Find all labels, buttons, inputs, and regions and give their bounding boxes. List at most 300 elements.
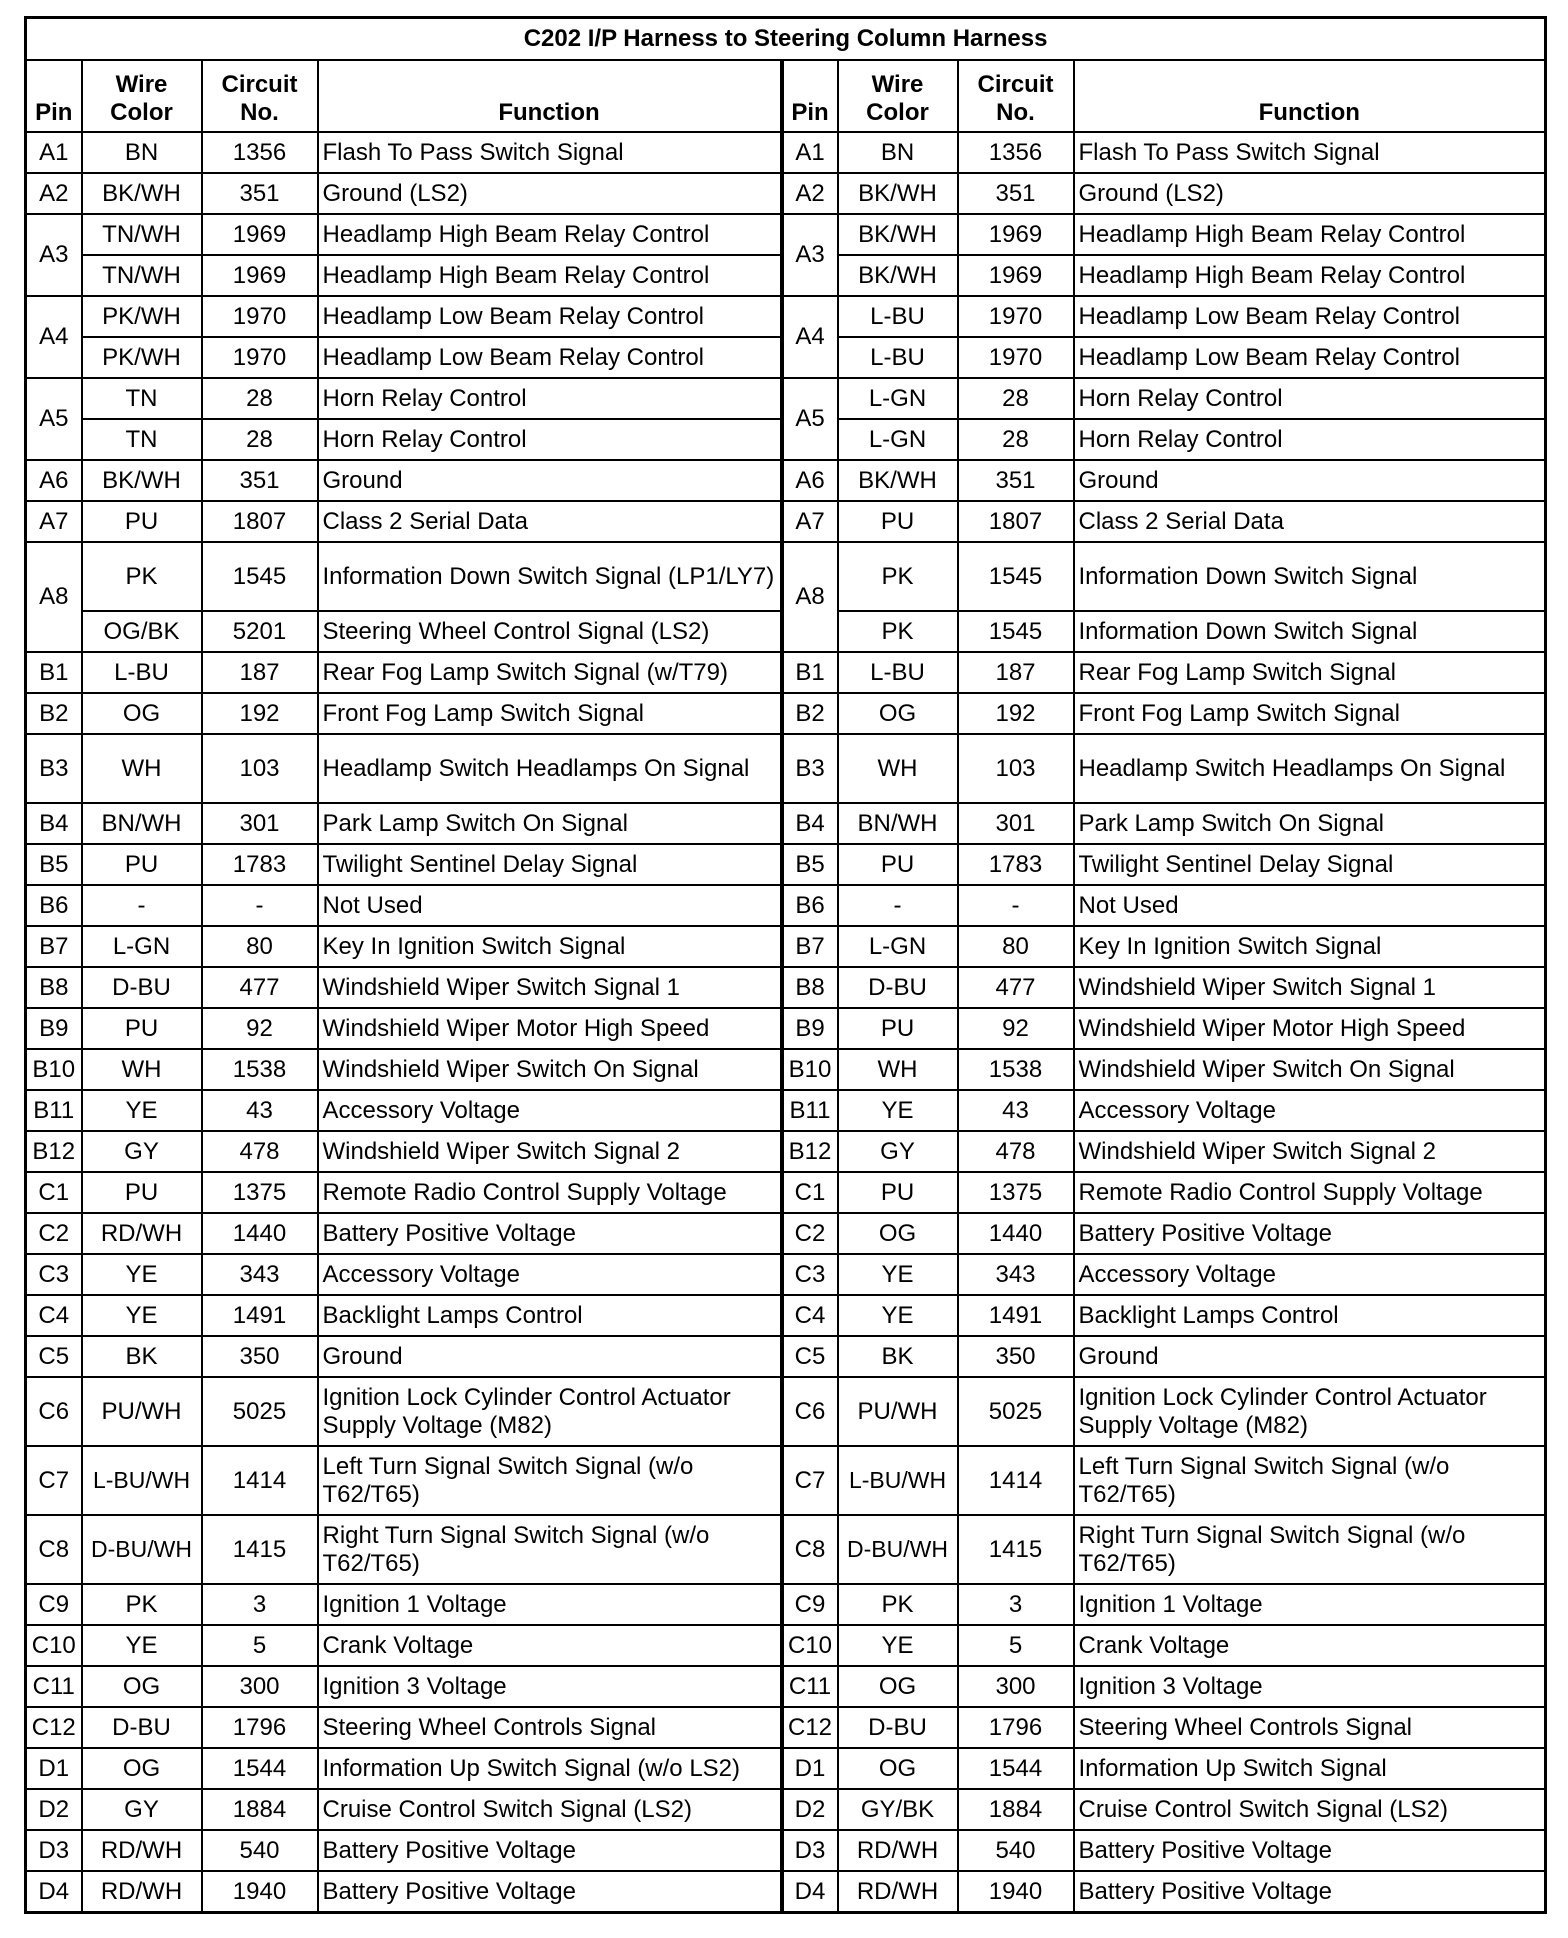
circuit-cell: 351 xyxy=(202,460,318,501)
circuit-cell: 1356 xyxy=(958,132,1074,173)
wire-color-cell: PU/WH xyxy=(82,1377,202,1446)
wire-color-cell: OG xyxy=(838,1666,958,1707)
table-row xyxy=(26,501,1546,542)
function-cell: Battery Positive Voltage xyxy=(318,1213,782,1254)
wire-color-cell: L-BU xyxy=(838,337,958,378)
function-cell: Front Fog Lamp Switch Signal xyxy=(1074,693,1546,734)
table-row xyxy=(26,1090,1546,1131)
function-cell: Battery Positive Voltage xyxy=(1074,1213,1546,1254)
header-function-right: Function xyxy=(1074,60,1546,132)
pin-cell: A1 xyxy=(782,132,838,173)
wire-color-cell: GY xyxy=(82,1131,202,1172)
pin-cell: C5 xyxy=(26,1336,82,1377)
wire-color-cell: PK/WH xyxy=(82,337,202,378)
table-body xyxy=(26,132,1546,1913)
pin-cell: C8 xyxy=(782,1515,838,1584)
pin-cell: A4 xyxy=(782,296,838,378)
function-cell: Ground (LS2) xyxy=(318,173,782,214)
wire-color-cell: YE xyxy=(82,1090,202,1131)
table-row xyxy=(26,1295,1546,1336)
function-cell: Headlamp Low Beam Relay Control xyxy=(1074,296,1546,337)
pin-cell: A7 xyxy=(782,501,838,542)
circuit-cell: 1415 xyxy=(958,1515,1074,1584)
pin-cell: D1 xyxy=(26,1748,82,1789)
function-cell: Battery Positive Voltage xyxy=(1074,1830,1546,1871)
function-cell: Key In Ignition Switch Signal xyxy=(318,926,782,967)
pin-cell: D1 xyxy=(782,1748,838,1789)
function-cell: Remote Radio Control Supply Voltage xyxy=(318,1172,782,1213)
wire-color-cell: OG/BK xyxy=(82,611,202,652)
circuit-cell: 1491 xyxy=(202,1295,318,1336)
pin-cell: A6 xyxy=(26,460,82,501)
circuit-cell: 43 xyxy=(958,1090,1074,1131)
circuit-cell: 80 xyxy=(958,926,1074,967)
pin-cell: B8 xyxy=(782,967,838,1008)
table-row xyxy=(26,1008,1546,1049)
table-row xyxy=(26,1666,1546,1707)
function-cell: Twilight Sentinel Delay Signal xyxy=(1074,844,1546,885)
pin-cell: B10 xyxy=(782,1049,838,1090)
circuit-cell: 1969 xyxy=(958,214,1074,255)
function-cell: Class 2 Serial Data xyxy=(1074,501,1546,542)
function-cell: Steering Wheel Control Signal (LS2) xyxy=(318,611,782,652)
circuit-cell: 1884 xyxy=(958,1789,1074,1830)
pin-cell: A5 xyxy=(782,378,838,460)
pin-cell: B2 xyxy=(26,693,82,734)
pin-cell: C12 xyxy=(782,1707,838,1748)
wire-color-cell: PU xyxy=(82,501,202,542)
pin-cell: B6 xyxy=(26,885,82,926)
pin-cell: C6 xyxy=(782,1377,838,1446)
table-row xyxy=(26,1830,1546,1871)
pin-cell: C10 xyxy=(26,1625,82,1666)
table-row xyxy=(26,1789,1546,1830)
wire-color-cell: L-BU xyxy=(82,652,202,693)
wire-color-cell: L-GN xyxy=(838,378,958,419)
table-title: C202 I/P Harness to Steering Column Harness xyxy=(26,18,1546,61)
wire-color-cell: RD/WH xyxy=(838,1830,958,1871)
circuit-cell: 1884 xyxy=(202,1789,318,1830)
pin-cell: C1 xyxy=(782,1172,838,1213)
function-cell: Not Used xyxy=(318,885,782,926)
function-cell: Accessory Voltage xyxy=(318,1090,782,1131)
function-cell: Backlight Lamps Control xyxy=(318,1295,782,1336)
wire-color-cell: D-BU/WH xyxy=(82,1515,202,1584)
circuit-cell: 28 xyxy=(202,419,318,460)
table-row xyxy=(26,734,1546,803)
pin-cell: C8 xyxy=(26,1515,82,1584)
table-row xyxy=(26,885,1546,926)
function-cell: Headlamp High Beam Relay Control xyxy=(318,214,782,255)
wire-color-cell: BK/WH xyxy=(82,460,202,501)
function-cell: Horn Relay Control xyxy=(318,419,782,460)
circuit-cell: 540 xyxy=(958,1830,1074,1871)
circuit-cell: 28 xyxy=(958,378,1074,419)
function-cell: Horn Relay Control xyxy=(318,378,782,419)
wire-color-cell: L-BU xyxy=(838,296,958,337)
wire-color-cell: OG xyxy=(82,1748,202,1789)
circuit-cell: 1414 xyxy=(958,1446,1074,1515)
table-row xyxy=(26,173,1546,214)
function-cell: Windshield Wiper Switch On Signal xyxy=(1074,1049,1546,1090)
circuit-cell: 1807 xyxy=(958,501,1074,542)
pin-cell: A4 xyxy=(26,296,82,378)
function-cell: Accessory Voltage xyxy=(1074,1090,1546,1131)
table-row xyxy=(26,967,1546,1008)
wire-color-cell: D-BU xyxy=(838,1707,958,1748)
function-cell: Headlamp High Beam Relay Control xyxy=(1074,214,1546,255)
function-cell: Rear Fog Lamp Switch Signal xyxy=(1074,652,1546,693)
circuit-cell: 300 xyxy=(958,1666,1074,1707)
pin-cell: D3 xyxy=(26,1830,82,1871)
function-cell: Ignition 3 Voltage xyxy=(1074,1666,1546,1707)
function-cell: Park Lamp Switch On Signal xyxy=(1074,803,1546,844)
wire-color-cell: BN xyxy=(82,132,202,173)
circuit-cell: 1544 xyxy=(958,1748,1074,1789)
function-cell: Headlamp Switch Headlamps On Signal xyxy=(1074,734,1546,803)
circuit-cell: 300 xyxy=(202,1666,318,1707)
circuit-cell: 1807 xyxy=(202,501,318,542)
circuit-cell: 1969 xyxy=(202,214,318,255)
wire-color-cell: PU xyxy=(838,1008,958,1049)
function-cell: Ground xyxy=(318,1336,782,1377)
pin-cell: C2 xyxy=(26,1213,82,1254)
wire-color-cell: BK/WH xyxy=(82,173,202,214)
circuit-cell: 1783 xyxy=(958,844,1074,885)
wire-color-cell: WH xyxy=(82,734,202,803)
wire-color-cell: BK xyxy=(82,1336,202,1377)
table-row xyxy=(26,844,1546,885)
circuit-cell: 1969 xyxy=(202,255,318,296)
wire-color-cell: GY/BK xyxy=(838,1789,958,1830)
pin-cell: A1 xyxy=(26,132,82,173)
circuit-cell: 5025 xyxy=(202,1377,318,1446)
wire-color-cell: PU xyxy=(838,1172,958,1213)
pin-cell: B5 xyxy=(26,844,82,885)
circuit-cell: 192 xyxy=(202,693,318,734)
circuit-cell: 301 xyxy=(202,803,318,844)
circuit-cell: 1375 xyxy=(958,1172,1074,1213)
pin-cell: B9 xyxy=(782,1008,838,1049)
wire-color-cell: WH xyxy=(838,734,958,803)
circuit-cell: 478 xyxy=(202,1131,318,1172)
circuit-cell: 92 xyxy=(202,1008,318,1049)
function-cell: Windshield Wiper Switch On Signal xyxy=(318,1049,782,1090)
header-pin-left: Pin xyxy=(26,60,82,132)
header-pin-right: Pin xyxy=(782,60,838,132)
pin-cell: D2 xyxy=(26,1789,82,1830)
circuit-cell: 187 xyxy=(958,652,1074,693)
circuit-cell: 351 xyxy=(202,173,318,214)
pin-cell: A8 xyxy=(782,542,838,652)
wire-color-cell: PK xyxy=(838,542,958,611)
wire-color-cell: PK xyxy=(82,542,202,611)
pin-cell: A8 xyxy=(26,542,82,652)
function-cell: Not Used xyxy=(1074,885,1546,926)
wire-color-cell: D-BU xyxy=(838,967,958,1008)
function-cell: Headlamp Switch Headlamps On Signal xyxy=(318,734,782,803)
circuit-cell: 5 xyxy=(958,1625,1074,1666)
wire-color-cell: YE xyxy=(838,1254,958,1295)
pin-cell: B3 xyxy=(782,734,838,803)
header-wire-color-left: Wire Color xyxy=(82,60,202,132)
wire-color-cell: L-BU/WH xyxy=(838,1446,958,1515)
circuit-cell: 3 xyxy=(202,1584,318,1625)
function-cell: Cruise Control Switch Signal (LS2) xyxy=(318,1789,782,1830)
circuit-cell: 1415 xyxy=(202,1515,318,1584)
pin-cell: C3 xyxy=(26,1254,82,1295)
wire-color-cell: RD/WH xyxy=(82,1830,202,1871)
table-row xyxy=(26,1213,1546,1254)
circuit-cell: 343 xyxy=(202,1254,318,1295)
circuit-cell: 1545 xyxy=(958,542,1074,611)
function-cell: Left Turn Signal Switch Signal (w/o T62/T65) xyxy=(318,1446,782,1515)
pin-cell: B4 xyxy=(782,803,838,844)
wire-color-cell: BK xyxy=(838,1336,958,1377)
pin-cell: C7 xyxy=(782,1446,838,1515)
circuit-cell: 1544 xyxy=(202,1748,318,1789)
connector-table xyxy=(24,16,1547,1914)
pin-cell: B1 xyxy=(26,652,82,693)
pin-cell: C2 xyxy=(782,1213,838,1254)
circuit-cell: 5201 xyxy=(202,611,318,652)
circuit-cell: 1356 xyxy=(202,132,318,173)
circuit-cell: 478 xyxy=(958,1131,1074,1172)
circuit-cell: 5025 xyxy=(958,1377,1074,1446)
circuit-cell: 350 xyxy=(202,1336,318,1377)
function-cell: Windshield Wiper Switch Signal 1 xyxy=(1074,967,1546,1008)
header-circuit-left: Circuit No. xyxy=(202,60,318,132)
wire-color-cell: PK xyxy=(838,611,958,652)
wire-color-cell: OG xyxy=(82,1666,202,1707)
function-cell: Battery Positive Voltage xyxy=(318,1871,782,1913)
circuit-cell: 1969 xyxy=(958,255,1074,296)
pin-cell: A2 xyxy=(26,173,82,214)
wire-color-cell: BK/WH xyxy=(838,255,958,296)
wire-color-cell: GY xyxy=(838,1131,958,1172)
wire-color-cell: BN/WH xyxy=(838,803,958,844)
function-cell: Backlight Lamps Control xyxy=(1074,1295,1546,1336)
function-cell: Headlamp High Beam Relay Control xyxy=(318,255,782,296)
pin-cell: C5 xyxy=(782,1336,838,1377)
wire-color-cell: OG xyxy=(838,1748,958,1789)
function-cell: Battery Positive Voltage xyxy=(318,1830,782,1871)
function-cell: Information Down Switch Signal xyxy=(1074,542,1546,611)
function-cell: Flash To Pass Switch Signal xyxy=(318,132,782,173)
table-row xyxy=(26,1625,1546,1666)
table-row xyxy=(26,296,1546,337)
wire-color-cell: TN/WH xyxy=(82,255,202,296)
wire-color-cell: PK xyxy=(82,1584,202,1625)
wire-color-cell: BK/WH xyxy=(838,460,958,501)
wire-color-cell: L-BU/WH xyxy=(82,1446,202,1515)
function-cell: Crank Voltage xyxy=(1074,1625,1546,1666)
function-cell: Steering Wheel Controls Signal xyxy=(318,1707,782,1748)
function-cell: Steering Wheel Controls Signal xyxy=(1074,1707,1546,1748)
pin-cell: C9 xyxy=(26,1584,82,1625)
circuit-cell: 3 xyxy=(958,1584,1074,1625)
circuit-cell: 1970 xyxy=(202,337,318,378)
wire-color-cell: L-GN xyxy=(838,419,958,460)
circuit-cell: 1375 xyxy=(202,1172,318,1213)
function-cell: Ground xyxy=(1074,460,1546,501)
wire-color-cell: BK/WH xyxy=(838,214,958,255)
wire-color-cell: BN/WH xyxy=(82,803,202,844)
function-cell: Accessory Voltage xyxy=(1074,1254,1546,1295)
pin-cell: B10 xyxy=(26,1049,82,1090)
function-cell: Cruise Control Switch Signal (LS2) xyxy=(1074,1789,1546,1830)
pin-cell: B8 xyxy=(26,967,82,1008)
table-row xyxy=(26,1377,1546,1446)
function-cell: Information Up Switch Signal xyxy=(1074,1748,1546,1789)
pin-cell: A6 xyxy=(782,460,838,501)
circuit-cell: - xyxy=(958,885,1074,926)
table-row xyxy=(26,652,1546,693)
circuit-cell: 1796 xyxy=(202,1707,318,1748)
pin-cell: C9 xyxy=(782,1584,838,1625)
function-cell: Class 2 Serial Data xyxy=(318,501,782,542)
circuit-cell: 1796 xyxy=(958,1707,1074,1748)
pin-cell: D2 xyxy=(782,1789,838,1830)
table-row xyxy=(26,1446,1546,1515)
function-cell: Information Up Switch Signal (w/o LS2) xyxy=(318,1748,782,1789)
wire-color-cell: RD/WH xyxy=(82,1871,202,1913)
table-row xyxy=(26,132,1546,173)
wire-color-cell: BN xyxy=(838,132,958,173)
function-cell: Rear Fog Lamp Switch Signal (w/T79) xyxy=(318,652,782,693)
circuit-cell: 192 xyxy=(958,693,1074,734)
wire-color-cell: TN xyxy=(82,419,202,460)
table-row xyxy=(26,1707,1546,1748)
function-cell: Flash To Pass Switch Signal xyxy=(1074,132,1546,173)
wire-color-cell: - xyxy=(838,885,958,926)
wire-color-cell: RD/WH xyxy=(838,1871,958,1913)
wire-color-cell: PU xyxy=(838,501,958,542)
function-cell: Windshield Wiper Motor High Speed xyxy=(318,1008,782,1049)
pin-cell: C1 xyxy=(26,1172,82,1213)
table-row xyxy=(26,1871,1546,1913)
wire-color-cell: GY xyxy=(82,1789,202,1830)
circuit-cell: 1545 xyxy=(202,542,318,611)
function-cell: Ignition 1 Voltage xyxy=(1074,1584,1546,1625)
wire-color-cell: D-BU xyxy=(82,1707,202,1748)
circuit-cell: 1440 xyxy=(202,1213,318,1254)
circuit-cell: 1940 xyxy=(958,1871,1074,1913)
pin-cell: B12 xyxy=(26,1131,82,1172)
table-row xyxy=(26,214,1546,255)
circuit-cell: 43 xyxy=(202,1090,318,1131)
pin-cell: B4 xyxy=(26,803,82,844)
header-circuit-right: Circuit No. xyxy=(958,60,1074,132)
circuit-cell: 103 xyxy=(202,734,318,803)
wire-color-cell: D-BU/WH xyxy=(838,1515,958,1584)
pin-cell: A3 xyxy=(782,214,838,296)
function-cell: Ignition 3 Voltage xyxy=(318,1666,782,1707)
circuit-cell: 540 xyxy=(202,1830,318,1871)
circuit-cell: 477 xyxy=(202,967,318,1008)
function-cell: Headlamp Low Beam Relay Control xyxy=(318,337,782,378)
circuit-cell: 5 xyxy=(202,1625,318,1666)
pin-cell: D3 xyxy=(782,1830,838,1871)
pin-cell: B7 xyxy=(782,926,838,967)
pin-cell: B12 xyxy=(782,1131,838,1172)
wire-color-cell: PU xyxy=(82,1008,202,1049)
function-cell: Ignition Lock Cylinder Control Actuator Supply Voltage (M82) xyxy=(318,1377,782,1446)
table-row xyxy=(26,1515,1546,1584)
table-row xyxy=(26,378,1546,419)
wire-color-cell: PK/WH xyxy=(82,296,202,337)
wire-color-cell: OG xyxy=(838,693,958,734)
wire-color-cell: YE xyxy=(838,1625,958,1666)
table-row xyxy=(26,926,1546,967)
pin-cell: B1 xyxy=(782,652,838,693)
wire-color-cell: TN xyxy=(82,378,202,419)
pin-cell: B3 xyxy=(26,734,82,803)
wire-color-cell: PU/WH xyxy=(838,1377,958,1446)
pin-cell: B11 xyxy=(26,1090,82,1131)
circuit-cell: 1970 xyxy=(202,296,318,337)
wire-color-cell: YE xyxy=(838,1295,958,1336)
connector-table-sheet xyxy=(24,16,1544,1914)
function-cell: Headlamp Low Beam Relay Control xyxy=(1074,337,1546,378)
wire-color-cell: PU xyxy=(82,1172,202,1213)
function-cell: Horn Relay Control xyxy=(1074,378,1546,419)
function-cell: Ground (LS2) xyxy=(1074,173,1546,214)
wire-color-cell: YE xyxy=(82,1254,202,1295)
pin-cell: A5 xyxy=(26,378,82,460)
table-row xyxy=(26,1336,1546,1377)
circuit-cell: 1783 xyxy=(202,844,318,885)
function-cell: Headlamp Low Beam Relay Control xyxy=(318,296,782,337)
table-row xyxy=(26,1254,1546,1295)
function-cell: Twilight Sentinel Delay Signal xyxy=(318,844,782,885)
table-row xyxy=(26,1748,1546,1789)
function-cell: Horn Relay Control xyxy=(1074,419,1546,460)
pin-cell: D4 xyxy=(26,1871,82,1913)
circuit-cell: 103 xyxy=(958,734,1074,803)
circuit-cell: 477 xyxy=(958,967,1074,1008)
table-row xyxy=(26,803,1546,844)
function-cell: Ground xyxy=(318,460,782,501)
circuit-cell: 351 xyxy=(958,460,1074,501)
wire-color-cell: OG xyxy=(82,693,202,734)
circuit-cell: 350 xyxy=(958,1336,1074,1377)
circuit-cell: 343 xyxy=(958,1254,1074,1295)
function-cell: Windshield Wiper Switch Signal 1 xyxy=(318,967,782,1008)
circuit-cell: 301 xyxy=(958,803,1074,844)
header-function-left: Function xyxy=(318,60,782,132)
wire-color-cell: OG xyxy=(838,1213,958,1254)
circuit-cell: 28 xyxy=(202,378,318,419)
pin-cell: B2 xyxy=(782,693,838,734)
wire-color-cell: WH xyxy=(82,1049,202,1090)
pin-cell: B6 xyxy=(782,885,838,926)
pin-cell: B11 xyxy=(782,1090,838,1131)
wire-color-cell: - xyxy=(82,885,202,926)
function-cell: Key In Ignition Switch Signal xyxy=(1074,926,1546,967)
table-row xyxy=(26,1172,1546,1213)
circuit-cell: 92 xyxy=(958,1008,1074,1049)
pin-cell: C4 xyxy=(782,1295,838,1336)
function-cell: Right Turn Signal Switch Signal (w/o T62/T65) xyxy=(1074,1515,1546,1584)
wire-color-cell: D-BU xyxy=(82,967,202,1008)
function-cell: Ignition 1 Voltage xyxy=(318,1584,782,1625)
pin-cell: C12 xyxy=(26,1707,82,1748)
table-row xyxy=(26,542,1546,611)
wire-color-cell: YE xyxy=(82,1625,202,1666)
circuit-cell: 1491 xyxy=(958,1295,1074,1336)
function-cell: Information Down Switch Signal (LP1/LY7) xyxy=(318,542,782,611)
